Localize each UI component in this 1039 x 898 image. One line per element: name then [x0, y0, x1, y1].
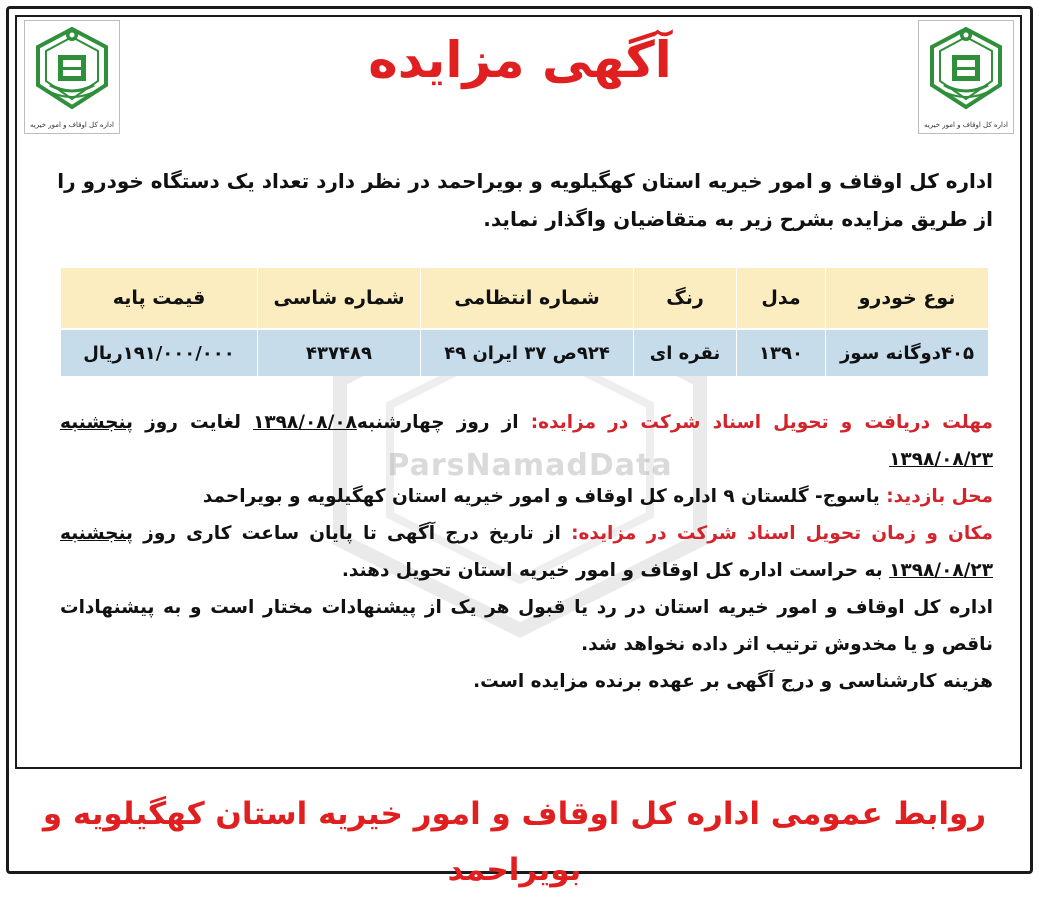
visit-text: یاسوج- گلستان ۹ اداره کل اوقاف و امور خیریه استان کهگیلویه و بویراحمد: [202, 486, 880, 507]
logo-caption: اداره کل اوقاف و امور خیریه: [30, 121, 114, 129]
awqaf-emblem-icon: [924, 25, 1008, 115]
cell-chassis-number: ۴۳۷۴۸۹: [257, 328, 420, 376]
awqaf-logo-right: [918, 20, 1014, 134]
awqaf-logo-left: [24, 20, 120, 134]
logo-caption: اداره کل اوقاف و امور خیریه: [924, 121, 1008, 129]
header-base-price: قیمت پایه: [60, 268, 257, 328]
cell-plate-number: ۹۲۴ص ۳۷ ایران ۴۹: [420, 328, 633, 376]
auction-details: [60, 404, 993, 700]
footer-public-relations: روابط عمومی اداره کل اوقاف و امور خیریه استان کهگیلویه و بویراحمد: [42, 796, 987, 888]
note-paragraph-2: هزینه کارشناسی و درج آگهی بر عهده برنده مزایده است.: [473, 671, 993, 692]
header-color: رنگ: [633, 268, 736, 328]
deadline-date-end: پنجشنبه ۱۳۹۸/۰۸/۲۳: [60, 412, 993, 470]
header-vehicle-type: نوع خودرو: [825, 268, 988, 328]
delivery-text-1: از تاریخ درج آگهی تا پایان ساعت کاری روز: [143, 523, 561, 544]
visit-label: محل بازدید:: [886, 486, 993, 507]
intro-paragraph: اداره کل اوقاف و امور خیریه استان کهگیلویه و بویراحمد در نظر دارد تعداد یک دستگاه خودرو را از طریق مزایده بشرح زیر به متقاضیان واگذار نماید.: [57, 169, 993, 231]
deadline-date-start: ۱۳۹۸/۰۸/۰۸: [253, 412, 357, 433]
header-plate-number: شماره انتظامی: [420, 268, 633, 328]
deadline-label: مهلت دریافت و تحویل اسناد شرکت در مزایده:: [530, 412, 993, 433]
table-header-row: [60, 268, 988, 328]
cell-base-price: ۱۹۱/۰۰۰/۰۰۰ریال: [60, 328, 257, 376]
deadline-text-1: از روز چهارشنبه: [356, 412, 519, 433]
deadline-paragraph: [60, 404, 993, 478]
page-title: آگهی مزایده: [368, 31, 672, 89]
cell-color: نقره ای: [633, 328, 736, 376]
cell-vehicle-type: ۴۰۵دوگانه سوز: [825, 328, 988, 376]
vehicle-table: [60, 268, 988, 376]
watermark-text: ParsNamadData: [387, 448, 673, 483]
header-chassis-number: شماره شاسی: [257, 268, 420, 328]
delivery-label: مکان و زمان تحویل اسناد شرکت در مزایده:: [571, 523, 993, 544]
header-model: مدل: [736, 268, 825, 328]
note-paragraph-1: اداره کل اوقاف و امور خیریه استان در رد یا قبول هر یک از پیشنهادات مختار است و به پیشنهادات ناقص و یا مخدوش ترتیب اثر داده نخواهد شد.: [60, 597, 993, 655]
cell-model: ۱۳۹۰: [736, 328, 825, 376]
delivery-date: پنجشنبه ۱۳۹۸/۰۸/۲۳: [60, 523, 993, 581]
delivery-paragraph: [60, 515, 993, 589]
table-row: [60, 328, 988, 376]
visit-paragraph: [60, 478, 993, 515]
deadline-text-2: لغایت روز: [145, 412, 241, 433]
awqaf-emblem-icon: [30, 25, 114, 115]
delivery-text-2: به حراست اداره کل اوقاف و امور خیریه استان تحویل دهند.: [341, 560, 883, 581]
